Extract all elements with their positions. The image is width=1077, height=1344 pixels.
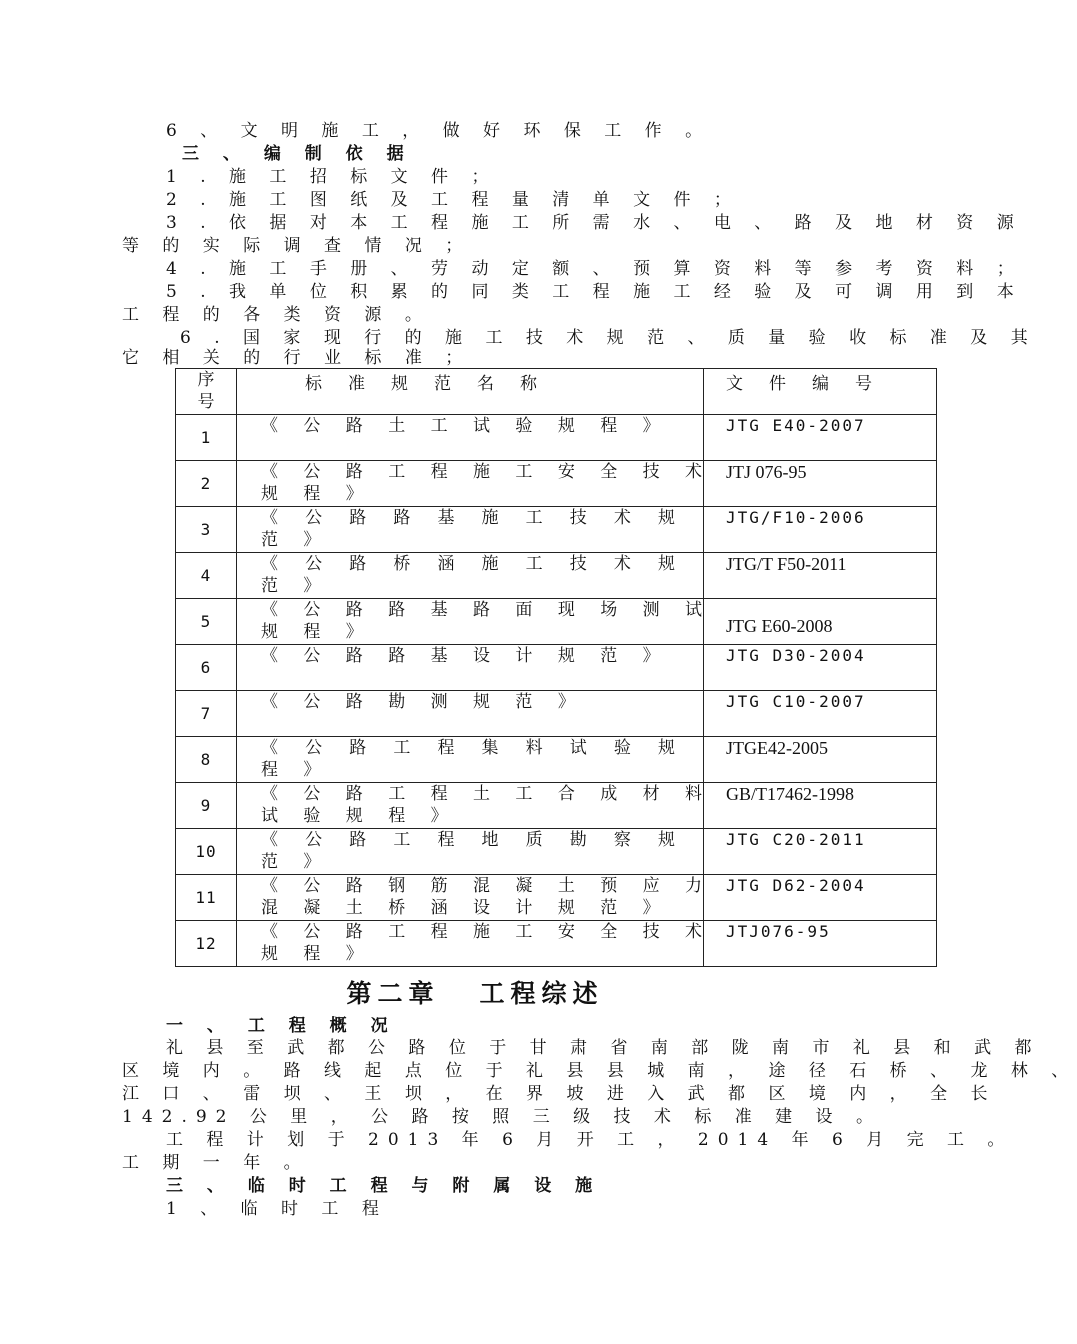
row-index (176, 553, 237, 599)
row-name-line1: 《 公 路 路 基 施 工 技 术 规 (261, 508, 685, 528)
row-standard-name (237, 921, 713, 967)
chapter-name: 工程综述 (479, 979, 604, 1008)
row-index-text: 2 (200, 473, 212, 493)
row-name-line2: 规 程 》 (261, 944, 373, 964)
row-index-text: 8 (200, 749, 212, 769)
table-row (176, 415, 937, 461)
basis-item-3: 3 . 依 据 对 本 工 程 施 工 所 需 水 、 电 、 路 及 地 材 资 源 (166, 213, 1023, 233)
table-row (176, 737, 937, 783)
basis-item-6: 6 . 国 家 现 行 的 施 工 技 术 规 范 、 质 量 验 收 标 准 及 其 (180, 328, 1037, 348)
row-name-line2: 规 程 》 (261, 622, 373, 642)
row-standard-name (237, 645, 704, 691)
row-name-line2: 混 凝 土 桥 涵 设 计 规 范 》 (261, 898, 670, 918)
table-row (176, 553, 937, 599)
table-row (176, 921, 937, 967)
row-index-text: 1 (200, 427, 212, 447)
row-name-line2: 范 》 (261, 576, 331, 596)
row-name-line1: 《 公 路 桥 涵 施 工 技 术 规 (261, 554, 685, 574)
table-row (176, 599, 937, 645)
row-index-text: 4 (200, 565, 212, 585)
temp-works-heading: 三 、 临 时 工 程 与 附 属 设 施 (166, 1176, 602, 1196)
row-index-text: 5 (200, 611, 212, 631)
header-code: 文件编号 (704, 369, 937, 415)
row-name-line2: 规 程 》 (261, 484, 373, 504)
row-name-line2: 试 验 规 程 》 (261, 806, 458, 826)
header-index (176, 369, 237, 415)
row-index-text: 11 (195, 887, 217, 907)
table-row (176, 829, 937, 875)
row-index (176, 737, 237, 783)
row-name-line1: 《 公 路 勘 测 规 范 》 (261, 692, 585, 712)
basis-item-6-cont: 它 相 关 的 行 业 标 准 ； (122, 348, 472, 368)
table-row (176, 783, 937, 829)
standards-table (175, 368, 937, 967)
row-file-code: JTJ 076-95 (704, 461, 937, 507)
row-standard-name (237, 553, 704, 599)
row-name-line1: 《 公 路 工 程 集 料 试 验 规 (261, 738, 685, 758)
basis-heading: 三 、 编 制 依 据 (182, 144, 413, 164)
row-name-line1: 《 公 路 钢 筋 混 凝 土 预 应 力 (261, 876, 713, 896)
row-standard-name (237, 783, 713, 829)
header-index-line2: 号 (197, 392, 215, 412)
overview-line-2: 区 境 内 。 路 线 起 点 位 于 礼 县 县 城 南 ， 途 径 石 桥 、 龙 林 、 (122, 1061, 1077, 1081)
standards-table-body (176, 415, 937, 967)
row-name-line1: 《 公 路 工 程 施 工 安 全 技 术 (261, 922, 713, 942)
row-standard-name (237, 461, 713, 507)
overview-line-1: 礼 县 至 武 都 公 路 位 于 甘 肃 省 南 部 陇 南 市 礼 县 和 武 都 (166, 1038, 1041, 1058)
row-index-text: 10 (195, 841, 217, 861)
basis-item-4: 4 . 施 工 手 册 、 劳 动 定 额 、 预 算 资 料 等 参 考 资 料 ； (166, 259, 1023, 279)
row-name-line2: 范 》 (261, 852, 331, 872)
row-file-code: JTG/F10-2006 (704, 507, 937, 553)
table-header-row (176, 369, 937, 415)
row-index-text: 6 (200, 657, 212, 677)
row-standard-name (237, 875, 713, 921)
chapter-title (0, 974, 950, 1010)
header-index-line1: 序 (197, 370, 215, 390)
row-standard-name (237, 507, 704, 553)
table-row (176, 645, 937, 691)
row-name-line1: 《 公 路 路 基 设 计 规 范 》 (261, 646, 670, 666)
row-name-line1: 《 公 路 工 程 地 质 勘 察 规 (261, 830, 685, 850)
row-index (176, 461, 237, 507)
row-index (176, 507, 237, 553)
temp-works-item-1: 1 、 临 时 工 程 (166, 1199, 388, 1219)
row-standard-name (237, 691, 704, 737)
table-row (176, 691, 937, 737)
table-row (176, 461, 937, 507)
row-name-line2: 程 》 (261, 760, 331, 780)
row-file-code: JTG D30-2004 (704, 645, 937, 691)
row-index (176, 921, 237, 967)
row-standard-name (237, 599, 713, 645)
row-file-code: JTG C10-2007 (704, 691, 937, 737)
row-file-code: JTG E60-2008 (704, 599, 937, 645)
table-row (176, 507, 937, 553)
row-index-text: 9 (200, 795, 212, 815)
basis-item-5: 5 . 我 单 位 积 累 的 同 类 工 程 施 工 经 验 及 可 调 用 到 本 (166, 282, 1023, 302)
header-name: 标准规范名称 (237, 369, 704, 415)
row-name-line1: 《 公 路 工 程 施 工 安 全 技 术 (261, 462, 713, 482)
row-index (176, 599, 237, 645)
table-row (176, 875, 937, 921)
row-index (176, 645, 237, 691)
row-standard-name (237, 829, 704, 875)
overview-line-3: 江 口 、 雷 坝 、 王 坝 ， 在 界 坡 进 入 武 都 区 境 内 ， 全 长 (122, 1084, 997, 1104)
chapter-number: 第二章 (346, 979, 440, 1008)
row-name-line1: 《 公 路 工 程 土 工 合 成 材 料 (261, 784, 713, 804)
row-file-code: GB/T17462-1998 (704, 783, 937, 829)
overview-line-4: 142.92 公 里 ， 公 路 按 照 三 级 技 术 标 准 建 设 。 (122, 1107, 882, 1127)
row-index (176, 415, 237, 461)
row-index (176, 691, 237, 737)
overview-line-5: 工 程 计 划 于 2013 年 6 月 开 工 ， 2014 年 6 月 完 工 。 (166, 1130, 1014, 1150)
row-file-code: JTG/T F50-2011 (704, 553, 937, 599)
row-name-line1: 《 公 路 土 工 试 验 规 程 》 (261, 416, 670, 436)
basis-item-3-cont: 等 的 实 际 调 查 情 况 ； (122, 236, 472, 256)
row-index-text: 12 (195, 933, 217, 953)
row-index-text: 7 (200, 703, 212, 723)
row-index (176, 875, 237, 921)
overview-line-6: 工 期 一 年 。 (122, 1153, 310, 1173)
row-standard-name (237, 415, 704, 461)
basis-item-1: 1 . 施 工 招 标 文 件 ； (166, 167, 498, 187)
basis-item-5-cont: 工 程 的 各 类 资 源 。 (122, 305, 431, 325)
row-file-code: JTG E40-2007 (704, 415, 937, 461)
row-name-line2: 范 》 (261, 530, 331, 550)
row-index-text: 3 (200, 519, 212, 539)
prev-item-6: 6 、 文 明 施 工 ， 做 好 环 保 工 作 。 (166, 121, 712, 141)
row-file-code: JTJ076-95 (704, 921, 937, 967)
row-index (176, 829, 237, 875)
row-name-line1: 《 公 路 路 基 路 面 现 场 测 试 (261, 600, 713, 620)
overview-heading: 一 、 工 程 概 况 (166, 1016, 397, 1036)
row-file-code: JTG D62-2004 (704, 875, 937, 921)
row-index (176, 783, 237, 829)
row-file-code: JTG C20-2011 (704, 829, 937, 875)
basis-item-2: 2 . 施 工 图 纸 及 工 程 量 清 单 文 件 ； (166, 190, 740, 210)
row-file-code: JTGE42-2005 (704, 737, 937, 783)
row-standard-name (237, 737, 704, 783)
